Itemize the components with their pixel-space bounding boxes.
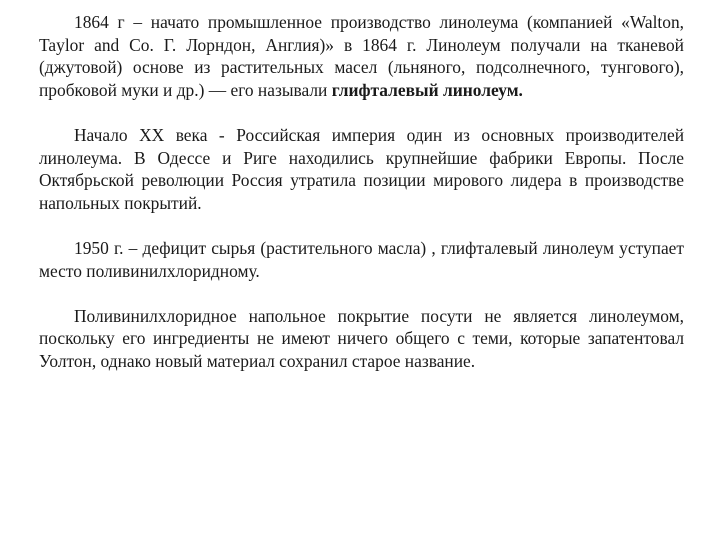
emphasized-term: глифталевый линолеум. [331, 79, 523, 100]
paragraph-text: 1864 г – начато промышленное производство линолеума (компанией «Walton, Taylor and Co. Г. Лорндон, Англия)» в 1864 г. Линолеум получали на тканевой (джутовой) основе из растительных масел (льняного, подсолнечного, тунгового), пробковой муки и др.) — его называли [39, 12, 684, 100]
paragraph-pvc: Поливинилхлоридное напольное покрытие посути не является линолеумом, поскольку его ингредиенты не имеют ничего общего с теми, которые запатентовал Уолтон, однако новый материал сохранил старое название. [39, 305, 684, 371]
document-body [39, 11, 684, 373]
paragraph-xx-century: Начало XX века - Российская империя один из основных производителей линолеума. В Одессе и Риге находились крупнейшие фабрики Европы. После Октябрьской революции Россия утратила позиции мирового лидера в производстве напольных покрытий. [39, 124, 684, 213]
paragraph-1864 [39, 11, 684, 101]
paragraph-1950: 1950 г. – дефицит сырья (растительного масла) , глифталевый линолеум уступает место поливинилхлоридному. [39, 237, 684, 281]
